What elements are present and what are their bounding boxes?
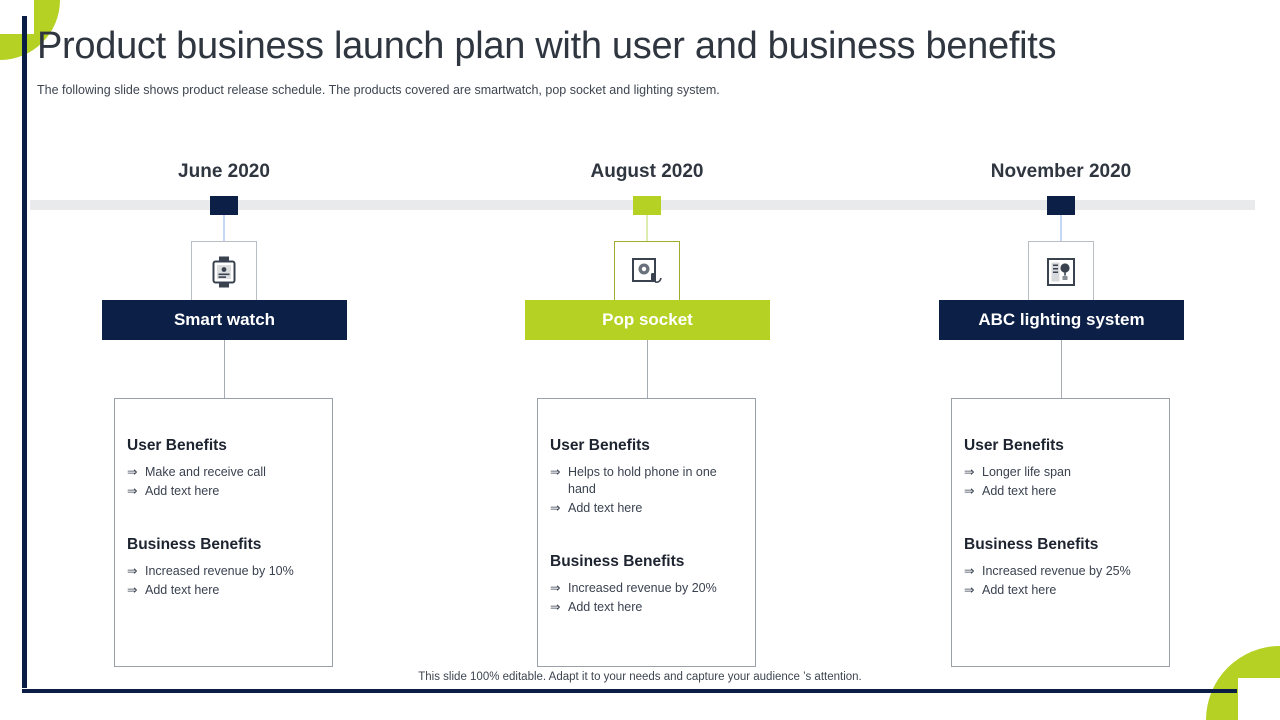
business-benefits-title: Business Benefits [127,535,262,553]
arrow-icon: ⇒ [550,465,561,479]
product-name: ABC lighting system [978,310,1145,329]
decoration-bottom-rail [22,689,1237,693]
arrow-icon: ⇒ [964,582,975,597]
product-icon-box [191,241,257,302]
list-item [127,483,320,500]
list-item-text: Make and receive call [145,465,266,479]
list-item-text: Add text here [982,582,1057,597]
list-item [550,580,743,597]
list-item-text: Increased revenue by 10% [145,563,294,578]
list-item [127,563,320,580]
list-item-text: Increased revenue by 20% [568,580,717,595]
milestone-date: November 2020 [990,161,1132,182]
product-label-band [525,300,770,340]
user-benefits-title: User Benefits [127,437,227,454]
arrow-icon: ⇒ [127,465,138,479]
user-benefits-list [127,464,320,500]
milestone-date: August 2020 [590,161,704,182]
milestone-date: June 2020 [178,161,270,182]
list-item [964,483,1157,500]
business-benefits-title: Business Benefits [550,552,685,570]
list-item-text: Add text here [568,500,643,515]
arrow-icon: ⇒ [127,563,138,578]
card-connector [224,340,225,398]
list-item-text: Helps to hold phone in one hand [568,465,717,496]
footer-note: This slide 100% editable. Adapt it to your needs and capture your audience ’s attention. [418,671,862,683]
lighting-system-icon [1044,255,1078,289]
decoration-left-rail [22,16,27,688]
arrow-icon: ⇒ [964,483,975,498]
decoration-top-left-white [0,0,34,34]
business-benefits-list [964,563,1157,599]
list-item [127,582,320,599]
timeline-marker [1047,196,1075,215]
arrow-icon: ⇒ [550,599,561,614]
user-benefits-list [550,464,743,517]
business-benefits-list [127,563,320,599]
product-name: Pop socket [602,310,693,329]
list-item-text: Add text here [982,483,1057,498]
business-benefits-list [550,580,743,616]
timeline-marker [633,196,661,215]
list-item [964,464,1157,481]
card-connector [647,340,648,398]
list-item-text: Longer life span [982,465,1071,479]
arrow-icon: ⇒ [127,582,138,597]
list-item-text: Add text here [568,599,643,614]
arrow-icon: ⇒ [550,580,561,595]
list-item [964,563,1157,580]
user-benefits-list [964,464,1157,500]
user-benefits-title: User Benefits [964,437,1064,454]
page-subtitle: The following slide shows product release schedule. The products covered are smartwatch, pop socket and lighting system. [37,83,720,97]
benefits-card [951,398,1170,667]
page-title: Product business launch plan with user and business benefits [37,25,1057,67]
list-item-text: Add text here [145,582,220,597]
list-item [550,599,743,616]
product-name: Smart watch [173,310,276,329]
product-icon-box [614,241,680,302]
arrow-icon: ⇒ [964,563,975,578]
smartwatch-icon [207,255,241,289]
pop-socket-icon [629,255,665,289]
product-label-band [939,300,1184,340]
list-item [964,582,1157,599]
list-item [550,500,743,517]
list-item [127,464,320,481]
product-label-band [102,300,347,340]
business-benefits-title: Business Benefits [964,535,1099,553]
card-connector [1061,340,1062,398]
arrow-icon: ⇒ [127,483,138,498]
list-item-text: Increased revenue by 25% [982,563,1131,578]
arrow-icon: ⇒ [964,465,975,479]
timeline-marker [210,196,238,215]
list-item-text: Add text here [145,483,220,498]
benefits-card [114,398,333,667]
benefits-card [537,398,756,667]
user-benefits-title: User Benefits [550,437,650,454]
arrow-icon: ⇒ [550,500,561,515]
page-number: 8 [1258,683,1266,698]
list-item [550,464,743,498]
product-icon-box [1028,241,1094,302]
